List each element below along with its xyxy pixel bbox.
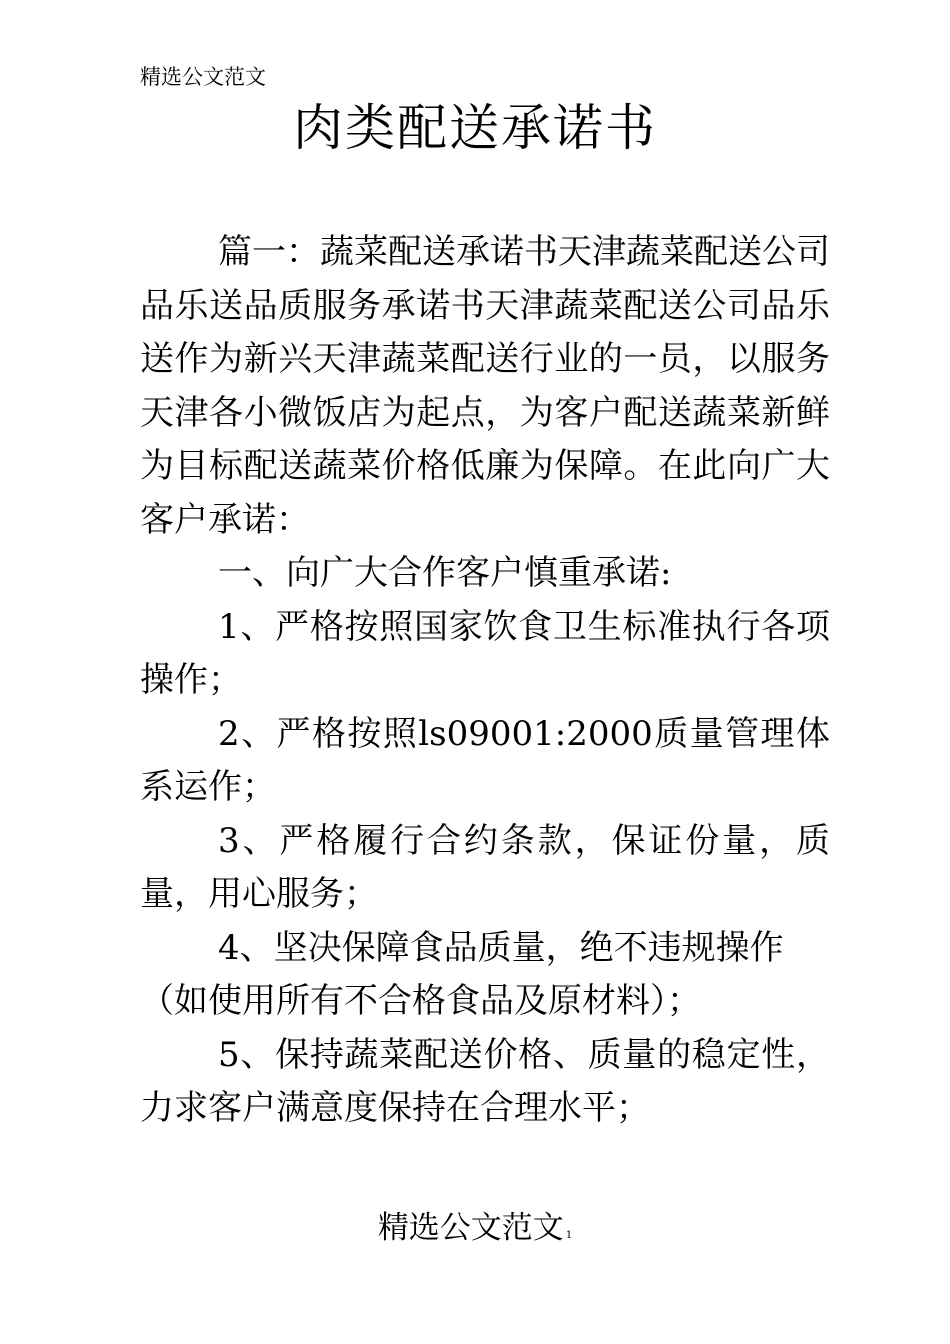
paragraph-intro: 篇一：蔬菜配送承诺书天津蔬菜配送公司品乐送品质服务承诺书天津蔬菜配送公司品乐送作为新兴天津蔬菜配送行业的一员，以服务天津各小微饭店为起点，为客户配送蔬菜新鲜为目标配送蔬菜价格低廉为保障。在此向广大客户承诺： — [140, 232, 830, 540]
document-title: 肉类配送承诺书 — [293, 99, 657, 157]
paragraph-item-1: 1、严格按照国家饮食卫生标准执行各项操作； — [140, 606, 830, 700]
page-footer — [0, 1206, 950, 1258]
document-body — [140, 226, 830, 1136]
paragraph-commitment-heading: 一、向广大合作客户慎重承诺: — [218, 553, 672, 593]
page-number: 1 — [565, 1230, 573, 1241]
footer-label: 精选公文范文 — [377, 1210, 564, 1246]
paragraph-item-5: 5、保持蔬菜配送价格、质量的稳定性，力求客户满意度保持在合理水平； — [140, 1034, 830, 1128]
page-header: 精选公文范文 — [140, 65, 266, 89]
paragraph-item-4: 4、坚决保障食品质量，绝不违规操作（如使用所有不合格食品及原材料）； — [140, 927, 784, 1021]
paragraph-item-3: 3、严格履行合约条款，保证份量，质量，用心服务； — [140, 820, 830, 914]
paragraph-item-2: 2、严格按照ls09001:2000质量管理体系运作； — [140, 713, 830, 807]
